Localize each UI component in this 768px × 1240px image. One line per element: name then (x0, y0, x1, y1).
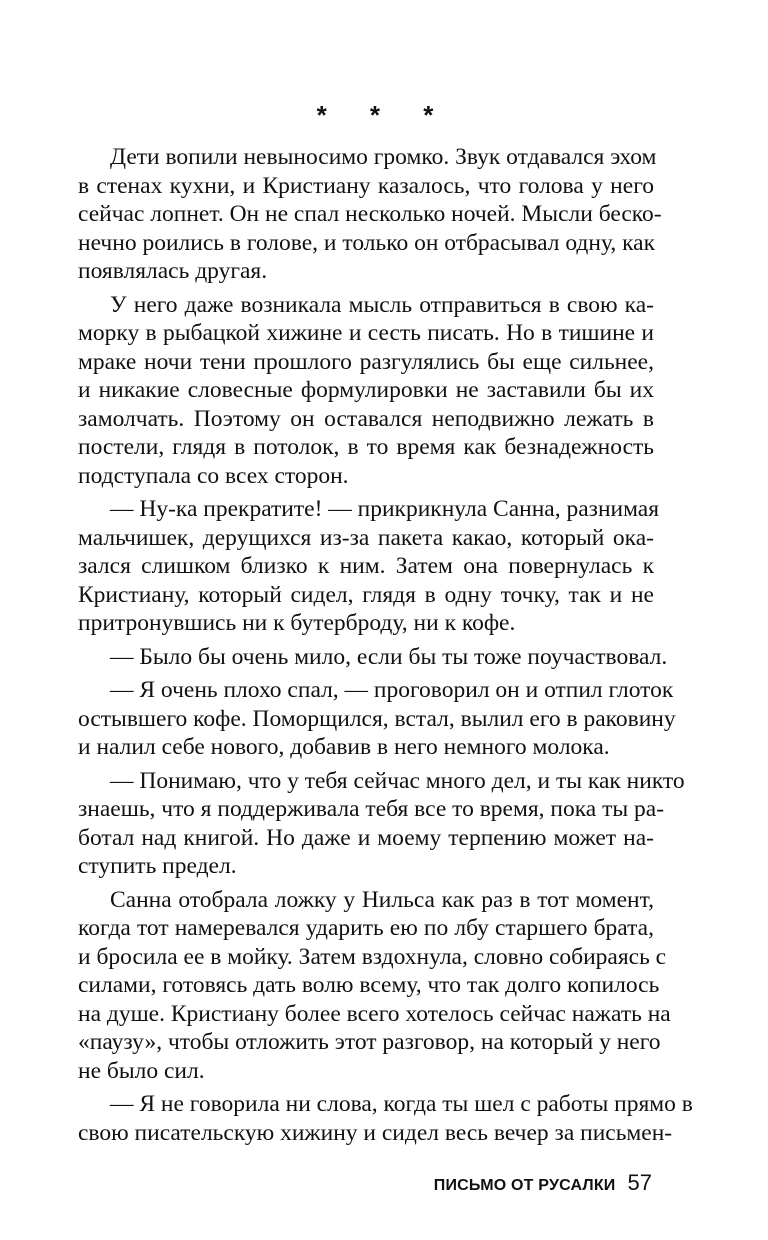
section-separator: * * * (316, 100, 452, 130)
text-line: морку в рыбацкой хижине и сесть писать. Но в тишине и (78, 320, 654, 346)
page-number: 57 (627, 1170, 652, 1195)
text-line: не было сил. (78, 1057, 205, 1084)
paragraph (78, 1090, 693, 1147)
paragraph (78, 143, 662, 286)
text-line: на душе. Кристиану более всего хотелось сейчас нажать на (78, 1000, 671, 1027)
text-line: — Я очень плохо спал, — проговорил он и отпил глоток (110, 677, 674, 703)
text-line: появлялась другая. (78, 258, 268, 284)
text-line: в стенах кухни, и Кристиану казалось, что голова у него (78, 172, 654, 199)
text-line: — Ну-ка прекратите! — прикрикнула Санна, разнимая (110, 496, 660, 522)
paragraph (78, 495, 660, 638)
text-line: свою писательскую хижину и сидел весь вечер за письмен- (78, 1119, 673, 1146)
text-line: замолчать. Поэтому он оставался неподвижно лежать в (78, 405, 654, 432)
paragraph (78, 767, 685, 881)
text-line: силами, готовясь дать волю всему, что так долго копилось (78, 972, 660, 998)
text-line: ступить предел. (78, 853, 237, 879)
text-line: когда тот намеревался ударить ею по лбу старшего брата, (78, 915, 654, 941)
text-line: подступала со всех сторон. (78, 462, 349, 489)
text-line: мальчишек, дерущихся из-за пакета какао, который ока- (78, 524, 654, 551)
paragraph (78, 643, 668, 672)
text-line: У него даже возникала мысль отправиться в свою ка- (110, 291, 654, 318)
text-line: «паузу», чтобы отложить этот разговор, на который у него (78, 1029, 661, 1055)
page-footer (434, 1170, 652, 1196)
text-line: сейчас лопнет. Он не спал несколько ночей. Мысли беско- (78, 201, 662, 227)
body-text (78, 143, 693, 1152)
text-line: нечно роились в голове, и только он отбрасывал одну, как (78, 229, 656, 256)
paragraph (78, 291, 654, 491)
text-line: и бросила ее в мойку. Затем вздохнула, словно собираясь с (78, 943, 667, 970)
text-line: и никакие словесные формулировки не заставили бы их (78, 377, 654, 403)
text-line: и налил себе нового, добавив в него немного молока. (78, 734, 610, 760)
text-line: притронувшись ни к бутерброду, ни к кофе. (78, 610, 516, 636)
text-line: — Понимаю, что у тебя сейчас много дел, и ты как никто (110, 767, 685, 794)
text-line: Дети вопили невыносимо громко. Звук отдавался эхом (110, 144, 657, 170)
text-line: Кристиану, который сидел, глядя в одну точку, так и не (78, 581, 654, 608)
text-line: остывшего кофе. Поморщился, встал, вылил его в раковину (78, 705, 676, 732)
text-line: Санна отобрала ложку у Нильса как раз в тот момент, (110, 886, 654, 913)
text-line: знаешь, что я поддерживала тебя все то время, пока ты ра- (78, 796, 665, 822)
text-line: ботал над книгой. Но даже и моему терпению может на- (78, 824, 654, 851)
text-line: — Было бы очень мило, если бы ты тоже поучаствовал. (110, 643, 668, 670)
text-line: мраке ночи тени прошлого разгулялись бы еще сильнее, (78, 348, 654, 375)
text-line: зался слишком близко к ним. Затем она повернулась к (78, 553, 654, 579)
text-line: постели, глядя в потолок, в то время как безнадежность (78, 434, 654, 460)
text-line: — Я не говорила ни слова, когда ты шел с работы прямо в (110, 1091, 693, 1117)
running-title: ПИСЬМО ОТ РУСАЛКИ (433, 1177, 616, 1194)
paragraph (78, 676, 676, 762)
paragraph (78, 886, 671, 1086)
